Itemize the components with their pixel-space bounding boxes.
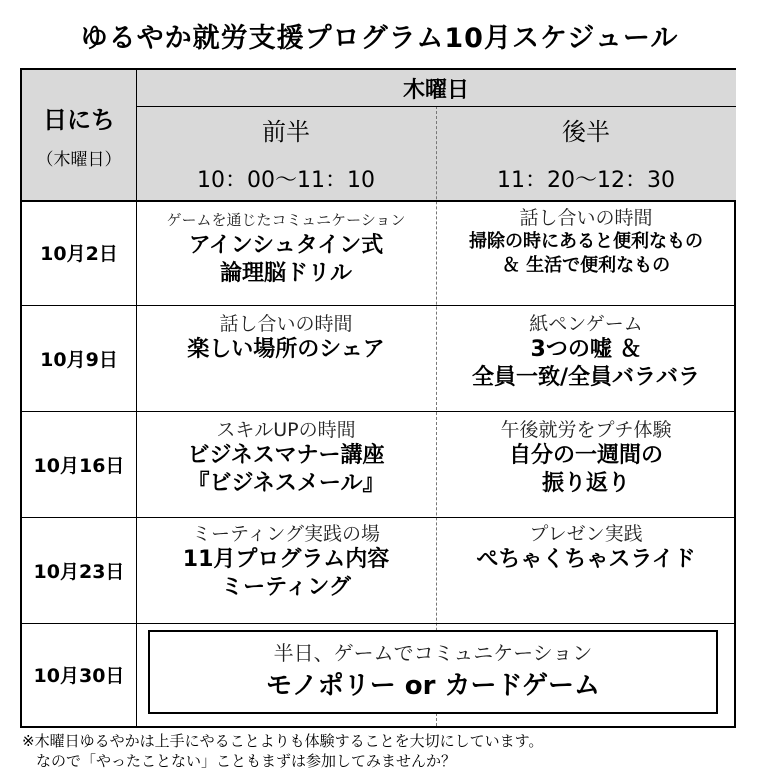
program-cell [436,418,736,498]
footnote-line: なので「やったことない」こともまずは参加してみませんか？ [36,752,457,770]
date-label: 日にち [43,106,115,134]
day-header: 木曜日 [402,77,469,103]
program-title: ビジネスマナー講座 [187,443,385,468]
program-cell [136,418,436,498]
program-category: スキルUPの時間 [216,419,356,441]
program-title: 振り返り [541,471,630,496]
program-category: 話し合いの時間 [219,313,353,335]
row-date: 10月16日 [33,454,125,477]
program-title: ＆ 生活で便利なもの [501,255,671,276]
program-category: プレゼン実践 [529,523,643,545]
second-half-header [436,106,736,200]
program-cell [436,312,736,392]
program-category: 半日、ゲームでコミュニケーション [273,641,593,665]
row-date: 10月2日 [40,243,118,265]
row-date: 10月30日 [33,665,125,687]
first-half-header [136,106,436,200]
divider [136,106,736,107]
program-title: ぺちゃくちゃスライド [476,547,696,572]
schedule-table [20,68,736,728]
program-cell [136,522,436,602]
row-date: 10月23日 [33,560,125,583]
program-category: 午後就労をプチ体験 [500,419,672,441]
second-half-time: 11：20～12：30 [497,168,675,193]
program-cell [136,312,436,364]
page-title: ゆるやか就労支援プログラム10月スケジュール [80,23,679,54]
program-title: ミーティング [221,575,351,600]
date-sublabel: （木曜日） [36,150,122,170]
program-title: 論理脳ドリル [219,261,352,286]
program-category: ゲームを通じたコミュニケーション [166,211,406,229]
program-title: 『ビジネスメール』 [187,471,385,496]
program-title: 掃除の時にあると便利なもの [469,231,703,252]
program-title: アインシュタイン式 [188,233,384,258]
first-half-time: 10：00～11：10 [197,168,375,193]
program-category: 話し合いの時間 [519,207,653,229]
footnote [22,731,543,771]
date-column-header [22,70,136,200]
program-cell [436,522,736,574]
program-cell [136,208,436,288]
program-title: 楽しい場所のシェア [187,337,385,362]
program-title: モノポリー or カードゲーム [265,671,600,701]
program-title: 全員一致/全員バラバラ [471,365,701,390]
second-half-label: 後半 [562,118,610,146]
program-category: 紙ペンゲーム [529,313,643,335]
row-date: 10月9日 [40,348,118,371]
program-cell [436,206,736,278]
program-title: 3つの嘘 ＆ [530,337,642,362]
divider [136,70,137,726]
program-title: 自分の一週間の [508,443,663,468]
program-category: ミーティング実践の場 [191,523,381,545]
footnote-line: ※木曜日ゆるやかは上手にやることよりも体験することを大切にしています。 [22,732,544,750]
first-half-label: 前半 [262,118,310,146]
combined-program-box [148,630,718,714]
program-title: 11月プログラム内容 [182,547,390,572]
